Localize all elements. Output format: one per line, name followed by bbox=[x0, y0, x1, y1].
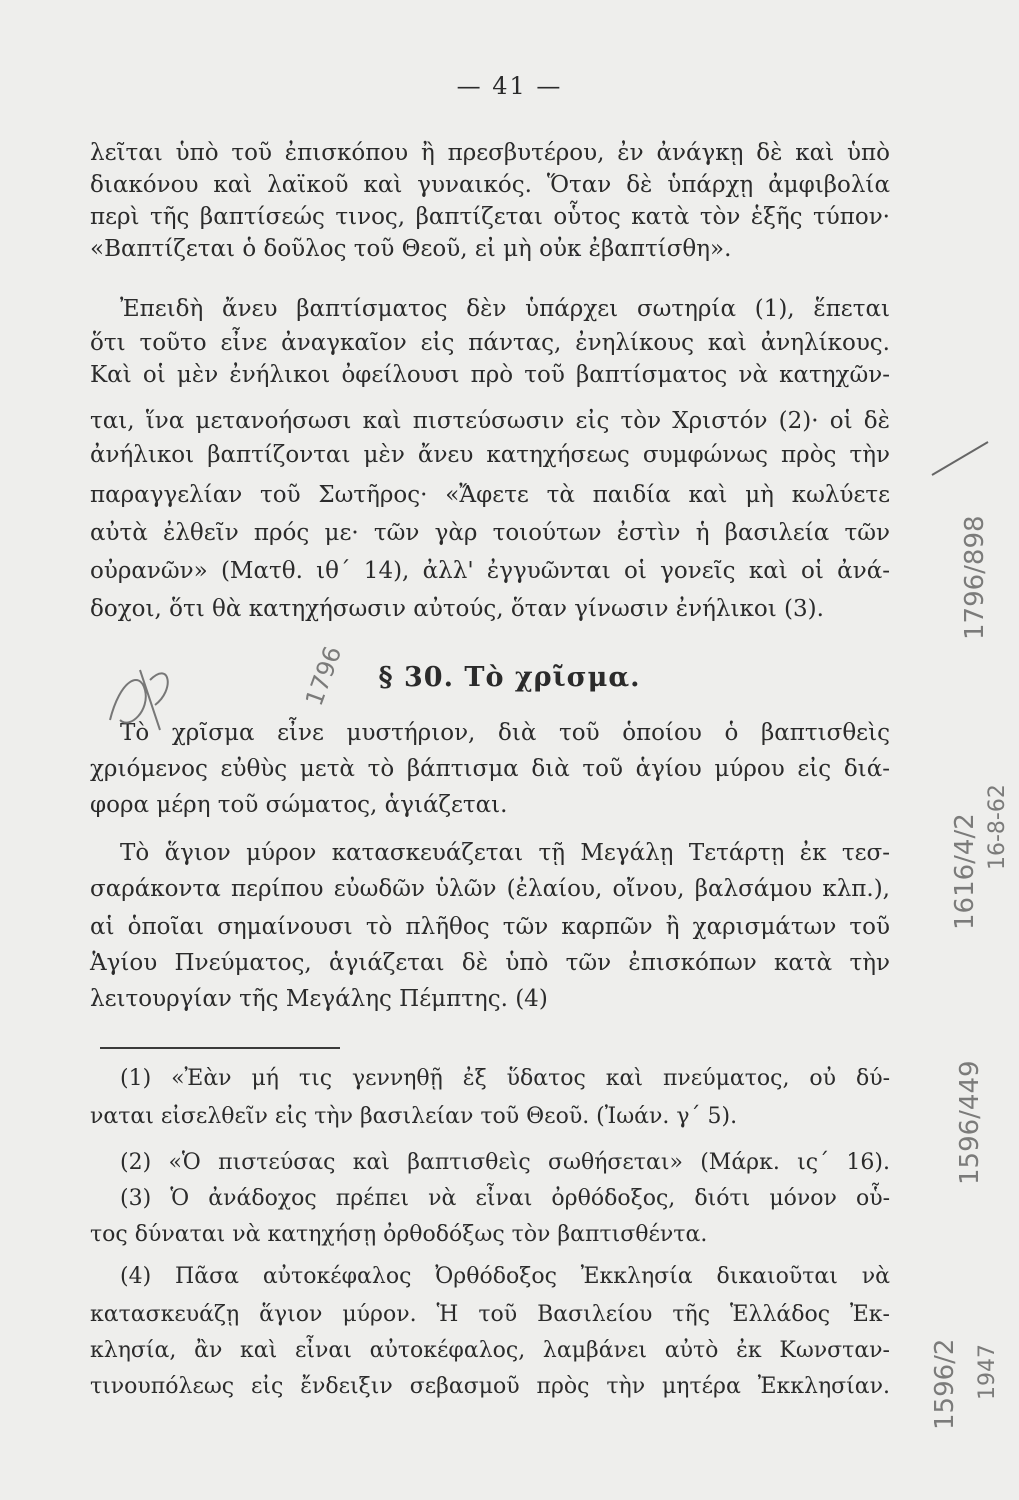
text-line: οὐρανῶν» (Ματθ. ιθ΄ 14), ἀλλ' ἐγγυῶνται οἱ γονεῖς καὶ οἱ ἀνά- bbox=[90, 558, 890, 584]
text-line: Καὶ οἱ μὲν ἐνήλικοι ὀφείλουσι πρὸ τοῦ βαπτίσματος νὰ κατηχῶν- bbox=[90, 362, 890, 388]
handwritten-note: 1947 bbox=[975, 1344, 1000, 1400]
handwritten-note: 1796 bbox=[300, 642, 348, 710]
text-line: Ἁγίου Πνεύματος, ἁγιάζεται δὲ ὑπὸ τῶν ἐπισκόπων κατὰ τὴν bbox=[90, 950, 890, 976]
footnote-line: (2) «Ὁ πιστεύσας καὶ βαπτισθεὶς σωθήσεται» (Μάρκ. ις΄ 16). bbox=[120, 1150, 890, 1175]
text-line: «Βαπτίζεται ὁ δοῦλος τοῦ Θεοῦ, εἰ μὴ οὐκ ἐβαπτίσθη». bbox=[90, 236, 732, 262]
text-line: ὅτι τοῦτο εἶνε ἀναγκαῖον εἰς πάντας, ἐνηλίκους καὶ ἀνηλίκους. bbox=[90, 330, 890, 356]
footnote-line: (1) «Ἐὰν μή τις γεννηθῇ ἐξ ὕδατος καὶ πνεύματος, οὐ δύ- bbox=[120, 1066, 890, 1091]
text-line: διακόνου καὶ λαϊκοῦ καὶ γυναικός. Ὅταν δὲ ὑπάρχῃ ἀμφιβολία bbox=[90, 172, 890, 198]
text-line: περὶ τῆς βαπτίσεώς τινος, βαπτίζεται οὗτος κατὰ τὸν ἑξῆς τύπον· bbox=[90, 204, 890, 230]
text-line: ται, ἵνα μετανοήσωσι καὶ πιστεύσωσιν εἰς τὸν Χριστόν (2)· οἱ δὲ bbox=[90, 408, 890, 434]
handwritten-note: 1596/2 bbox=[930, 1338, 960, 1430]
text-line: Τὸ ἅγιον μύρον κατασκευάζεται τῇ Μεγάλῃ Τετάρτῃ ἐκ τεσ- bbox=[120, 840, 890, 866]
handwritten-note: 16-8-62 bbox=[985, 784, 1010, 870]
text-line: Ἐπειδὴ ἄνευ βαπτίσματος δὲν ὑπάρχει σωτηρία (1), ἕπεται bbox=[120, 296, 890, 322]
handwritten-initials bbox=[100, 650, 180, 740]
text-line: ἀνήλικοι βαπτίζονται μὲν ἄνευ κατηχήσεως συμφώνως πρὸς τὴν bbox=[90, 442, 890, 468]
text-line: χριόμενος εὐθὺς μετὰ τὸ βάπτισμα διὰ τοῦ ἁγίου μύρου εἰς διά- bbox=[90, 756, 890, 782]
handwritten-note: 1616/4/2 bbox=[950, 813, 980, 930]
text-line: λεῖται ὑπὸ τοῦ ἐπισκόπου ἢ πρεσβυτέρου, ἐν ἀνάγκῃ δὲ καὶ ὑπὸ bbox=[90, 140, 890, 166]
footnote-line: (4) Πᾶσα αὐτοκέφαλος Ὀρθόδοξος Ἐκκλησία δικαιοῦται νὰ bbox=[120, 1264, 890, 1289]
text-line: αἱ ὁποῖαι σημαίνουσι τὸ πλῆθος τῶν καρπῶν ἢ χαρισμάτων τοῦ bbox=[90, 914, 890, 940]
footnote-divider bbox=[100, 1047, 340, 1049]
footnote-line: κλησία, ἂν καὶ εἶναι αὐτοκέφαλος, λαμβάνει αὐτὸ ἐκ Κωνσταν- bbox=[90, 1338, 890, 1363]
footnote-line: ναται εἰσελθεῖν εἰς τὴν βασιλείαν τοῦ Θεοῦ. (Ἰωάν. γ΄ 5). bbox=[90, 1104, 738, 1129]
text-line: σαράκοντα περίπου εὐωδῶν ὑλῶν (ἐλαίου, οἴνου, βαλσάμου κλπ.), bbox=[90, 876, 890, 902]
text-line: φορα μέρη τοῦ σώματος, ἁγιάζεται. bbox=[90, 792, 508, 818]
footnote-line: κατασκευάζῃ ἅγιον μύρον. Ἡ τοῦ Βασιλείου τῆς Ἑλλάδος Ἐκ- bbox=[90, 1302, 890, 1327]
footnote-line: (3) Ὁ ἀνάδοχος πρέπει νὰ εἶναι ὀρθόδοξος, διότι μόνον οὗ- bbox=[120, 1186, 890, 1211]
footnote-line: τος δύναται νὰ κατηχήσῃ ὀρθοδόξως τὸν βαπτισθέντα. bbox=[90, 1222, 708, 1247]
footnote-line: τινουπόλεως εἰς ἔνδειξιν σεβασμοῦ πρὸς τὴν μητέρα Ἐκκλησίαν. bbox=[90, 1374, 890, 1399]
text-line: Τὸ χρῖσμα εἶνε μυστήριον, διὰ τοῦ ὁποίου ὁ βαπτισθεὶς bbox=[120, 720, 890, 746]
handwritten-note: 1596/449 bbox=[955, 1060, 985, 1185]
handwritten-note: 1796/898 bbox=[960, 515, 990, 640]
text-line: δοχοι, ὅτι θὰ κατηχήσωσιν αὐτούς, ὅταν γίνωσιν ἐνήλικοι (3). bbox=[90, 596, 824, 622]
text-line: λειτουργίαν τῆς Μεγάλης Πέμπτης. (4) bbox=[90, 986, 548, 1012]
margin-stroke bbox=[930, 440, 990, 480]
page-number: — 41 — bbox=[456, 72, 563, 100]
text-line: παραγγελίαν τοῦ Σωτῆρος· «Ἄφετε τὰ παιδία καὶ μὴ κωλύετε bbox=[90, 482, 890, 508]
text-line: αὐτὰ ἐλθεῖν πρός με· τῶν γὰρ τοιούτων ἐστὶν ἡ βασιλεία τῶν bbox=[90, 520, 890, 546]
section-heading: § 30. Τὸ χρῖσμα. bbox=[378, 662, 641, 693]
